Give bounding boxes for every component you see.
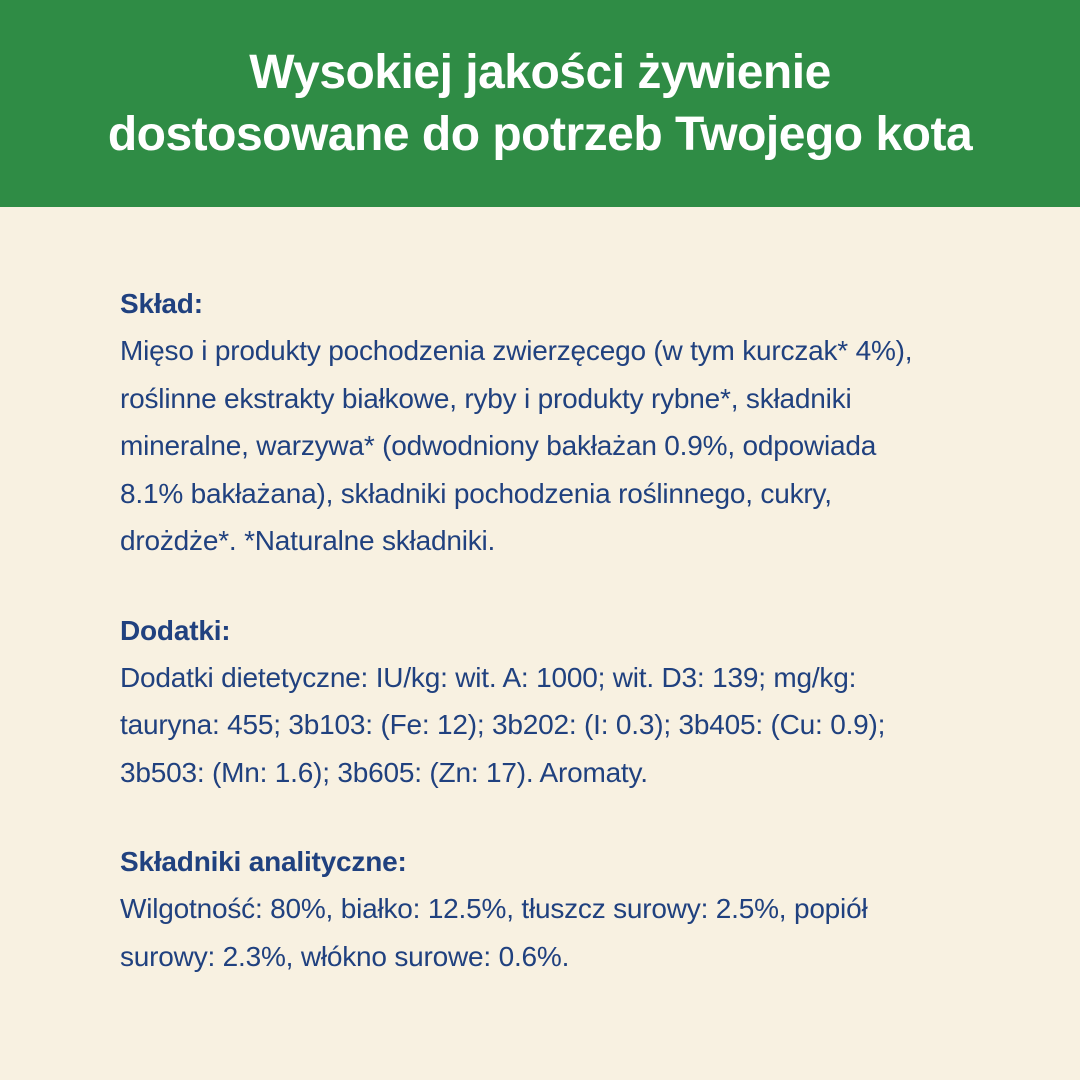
header-title-line-1: Wysokiej jakości żywienie [249, 45, 831, 99]
section-ingredients [120, 280, 1020, 565]
section-analytical [120, 838, 1020, 980]
section-additives-line: Dodatki dietetyczne: IU/kg: wit. A: 1000; wit. D3: 139; mg/kg: [120, 661, 857, 693]
label-content [0, 280, 1080, 980]
section-ingredients-line: drożdże*. *Naturalne składniki. [120, 525, 496, 556]
section-analytical-heading: Składniki analityczne: [120, 846, 407, 877]
header-title-line-2: dostosowane do potrzeb Twojego kota [107, 107, 973, 161]
section-ingredients-heading: Skład: [120, 288, 203, 319]
section-additives-line: tauryna: 455; 3b103: (Fe: 12); 3b202: (I: 0.3); 3b405: (Cu: 0.9); [120, 709, 886, 740]
section-ingredients-line: Mięso i produkty pochodzenia zwierzęcego (w tym kurczak* 4%), [120, 335, 913, 366]
section-additives-line: 3b503: (Mn: 1.6); 3b605: (Zn: 17). Aromaty. [120, 756, 648, 788]
section-additives-heading: Dodatki: [120, 614, 231, 646]
section-ingredients-line: 8.1% bakłażana), składniki pochodzenia roślinnego, cukry, [120, 477, 832, 509]
header-banner [0, 0, 1080, 207]
section-ingredients-line: roślinne ekstrakty białkowe, ryby i produkty rybne*, składniki [120, 382, 852, 414]
section-analytical-line: Wilgotność: 80%, białko: 12.5%, tłuszcz surowy: 2.5%, popiół [120, 893, 868, 924]
section-additives [120, 607, 1020, 797]
section-ingredients-line: mineralne, warzywa* (odwodniony bakłażan 0.9%, odpowiada [120, 430, 877, 461]
section-analytical-line: surowy: 2.3%, włókno surowe: 0.6%. [120, 940, 570, 972]
